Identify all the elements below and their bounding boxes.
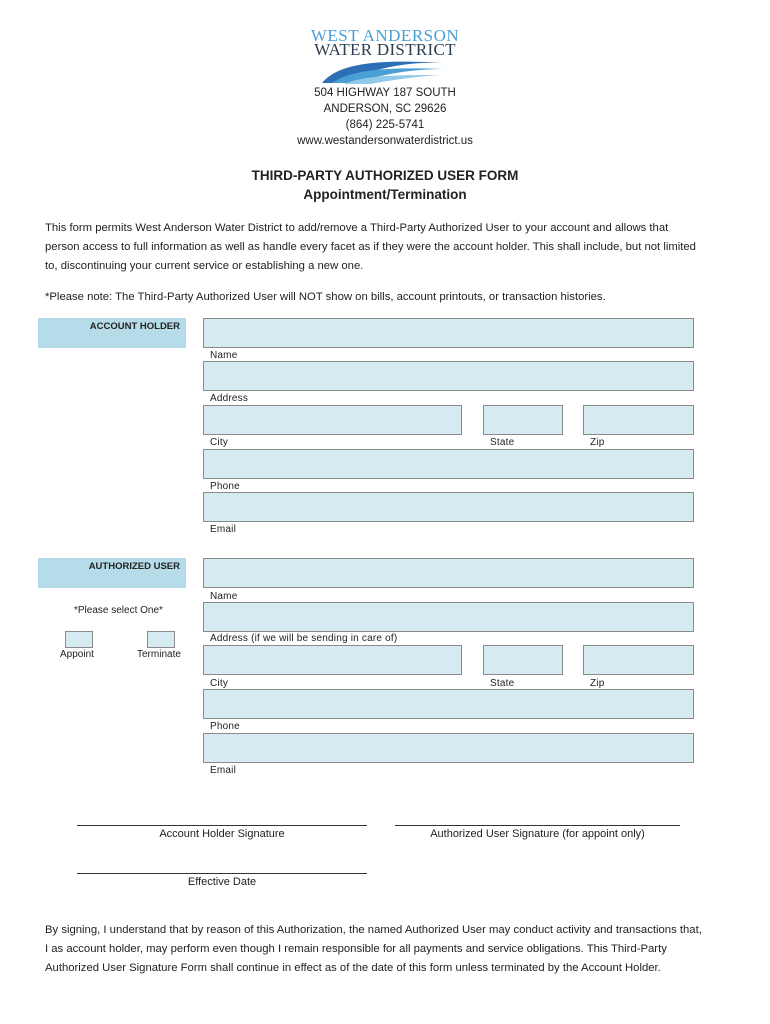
authorized-user-zip-label: Zip xyxy=(590,678,605,689)
account-holder-signature-line[interactable] xyxy=(77,825,367,826)
note-text: *Please note: The Third-Party Authorized User will NOT show on bills, account printouts, or transaction histories. xyxy=(45,291,606,303)
select-one-prompt: *Please select One* xyxy=(74,605,163,616)
authorized-user-signature-label: Authorized User Signature (for appoint only) xyxy=(430,828,645,840)
authorized-user-phone-input[interactable] xyxy=(203,689,694,719)
authorized-user-phone-label: Phone xyxy=(210,721,240,732)
effective-date-line[interactable] xyxy=(77,873,367,874)
account-holder-city-label: City xyxy=(210,437,229,448)
authorized-user-email-label: Email xyxy=(210,765,237,776)
authorized-user-zip-input[interactable] xyxy=(583,645,694,675)
account-holder-address-input[interactable] xyxy=(203,361,694,391)
account-holder-section-label: ACCOUNT HOLDER xyxy=(38,318,186,348)
authorized-user-signature-line[interactable] xyxy=(395,825,680,826)
authorized-user-city-label: City xyxy=(210,678,229,689)
account-holder-city-input[interactable] xyxy=(203,405,462,435)
terminate-label: Terminate xyxy=(137,649,181,660)
account-holder-zip-label: Zip xyxy=(590,437,605,448)
authorized-user-address-label: Address (if we will be sending in care of) xyxy=(210,633,398,644)
effective-date-label: Effective Date xyxy=(187,876,257,888)
authorized-user-state-input[interactable] xyxy=(483,645,563,675)
form-title: THIRD-PARTY AUTHORIZED USER FORM xyxy=(251,168,519,183)
account-holder-phone-input[interactable] xyxy=(203,449,694,479)
authorized-user-state-label: State xyxy=(490,678,515,689)
header-address-1: 504 HIGHWAY 187 SOUTH xyxy=(314,87,456,99)
footer-line-1: By signing, I understand that by reason of this Authorization, the named Authorized User may conduct activity and transactions that, xyxy=(45,924,702,936)
footer-line-3: Authorized User Signature Form shall continue in effect as of the date of this form unless terminated by the Account Holder. xyxy=(45,962,661,974)
authorized-user-city-input[interactable] xyxy=(203,645,462,675)
account-holder-address-label: Address xyxy=(210,393,249,404)
authorized-user-name-label: Name xyxy=(210,591,238,602)
authorized-user-address-input[interactable] xyxy=(203,602,694,632)
header-phone: (864) 225-5741 xyxy=(345,119,425,131)
account-holder-signature-label: Account Holder Signature xyxy=(159,828,285,840)
appoint-label: Appoint xyxy=(60,649,94,660)
terminate-checkbox[interactable] xyxy=(147,631,175,648)
appoint-checkbox[interactable] xyxy=(65,631,93,648)
header-address-2: ANDERSON, SC 29626 xyxy=(323,103,447,115)
account-holder-zip-input[interactable] xyxy=(583,405,694,435)
account-holder-name-input[interactable] xyxy=(203,318,694,348)
intro-line-2: person access to full information as well as handle every facet as if they were the account holder. This shall include, but not limited xyxy=(45,241,696,253)
footer-line-2: I as account holder, may perform even though I remain responsible for all payments and service obligations. This Third-Party xyxy=(45,943,667,955)
account-holder-email-input[interactable] xyxy=(203,492,694,522)
intro-line-1: This form permits West Anderson Water District to add/remove a Third-Party Authorized User to your account and allows that xyxy=(45,222,669,234)
account-holder-name-label: Name xyxy=(210,350,238,361)
authorized-user-email-input[interactable] xyxy=(203,733,694,763)
account-holder-email-label: Email xyxy=(210,524,237,535)
account-holder-phone-label: Phone xyxy=(210,481,240,492)
authorized-user-name-input[interactable] xyxy=(203,558,694,588)
account-holder-state-input[interactable] xyxy=(483,405,563,435)
logo-wave-icon xyxy=(318,57,448,87)
intro-line-3: to, discontinuing your current service or establishing a new one. xyxy=(45,260,364,272)
account-holder-state-label: State xyxy=(490,437,515,448)
authorized-user-section-label: AUTHORIZED USER xyxy=(38,558,186,588)
form-subtitle: Appointment/Termination xyxy=(303,187,467,202)
logo-line-1: WEST ANDERSON xyxy=(310,26,460,45)
header-website: www.westandersonwaterdistrict.us xyxy=(297,135,473,147)
logo-line-2: WATER DISTRICT xyxy=(314,40,456,59)
